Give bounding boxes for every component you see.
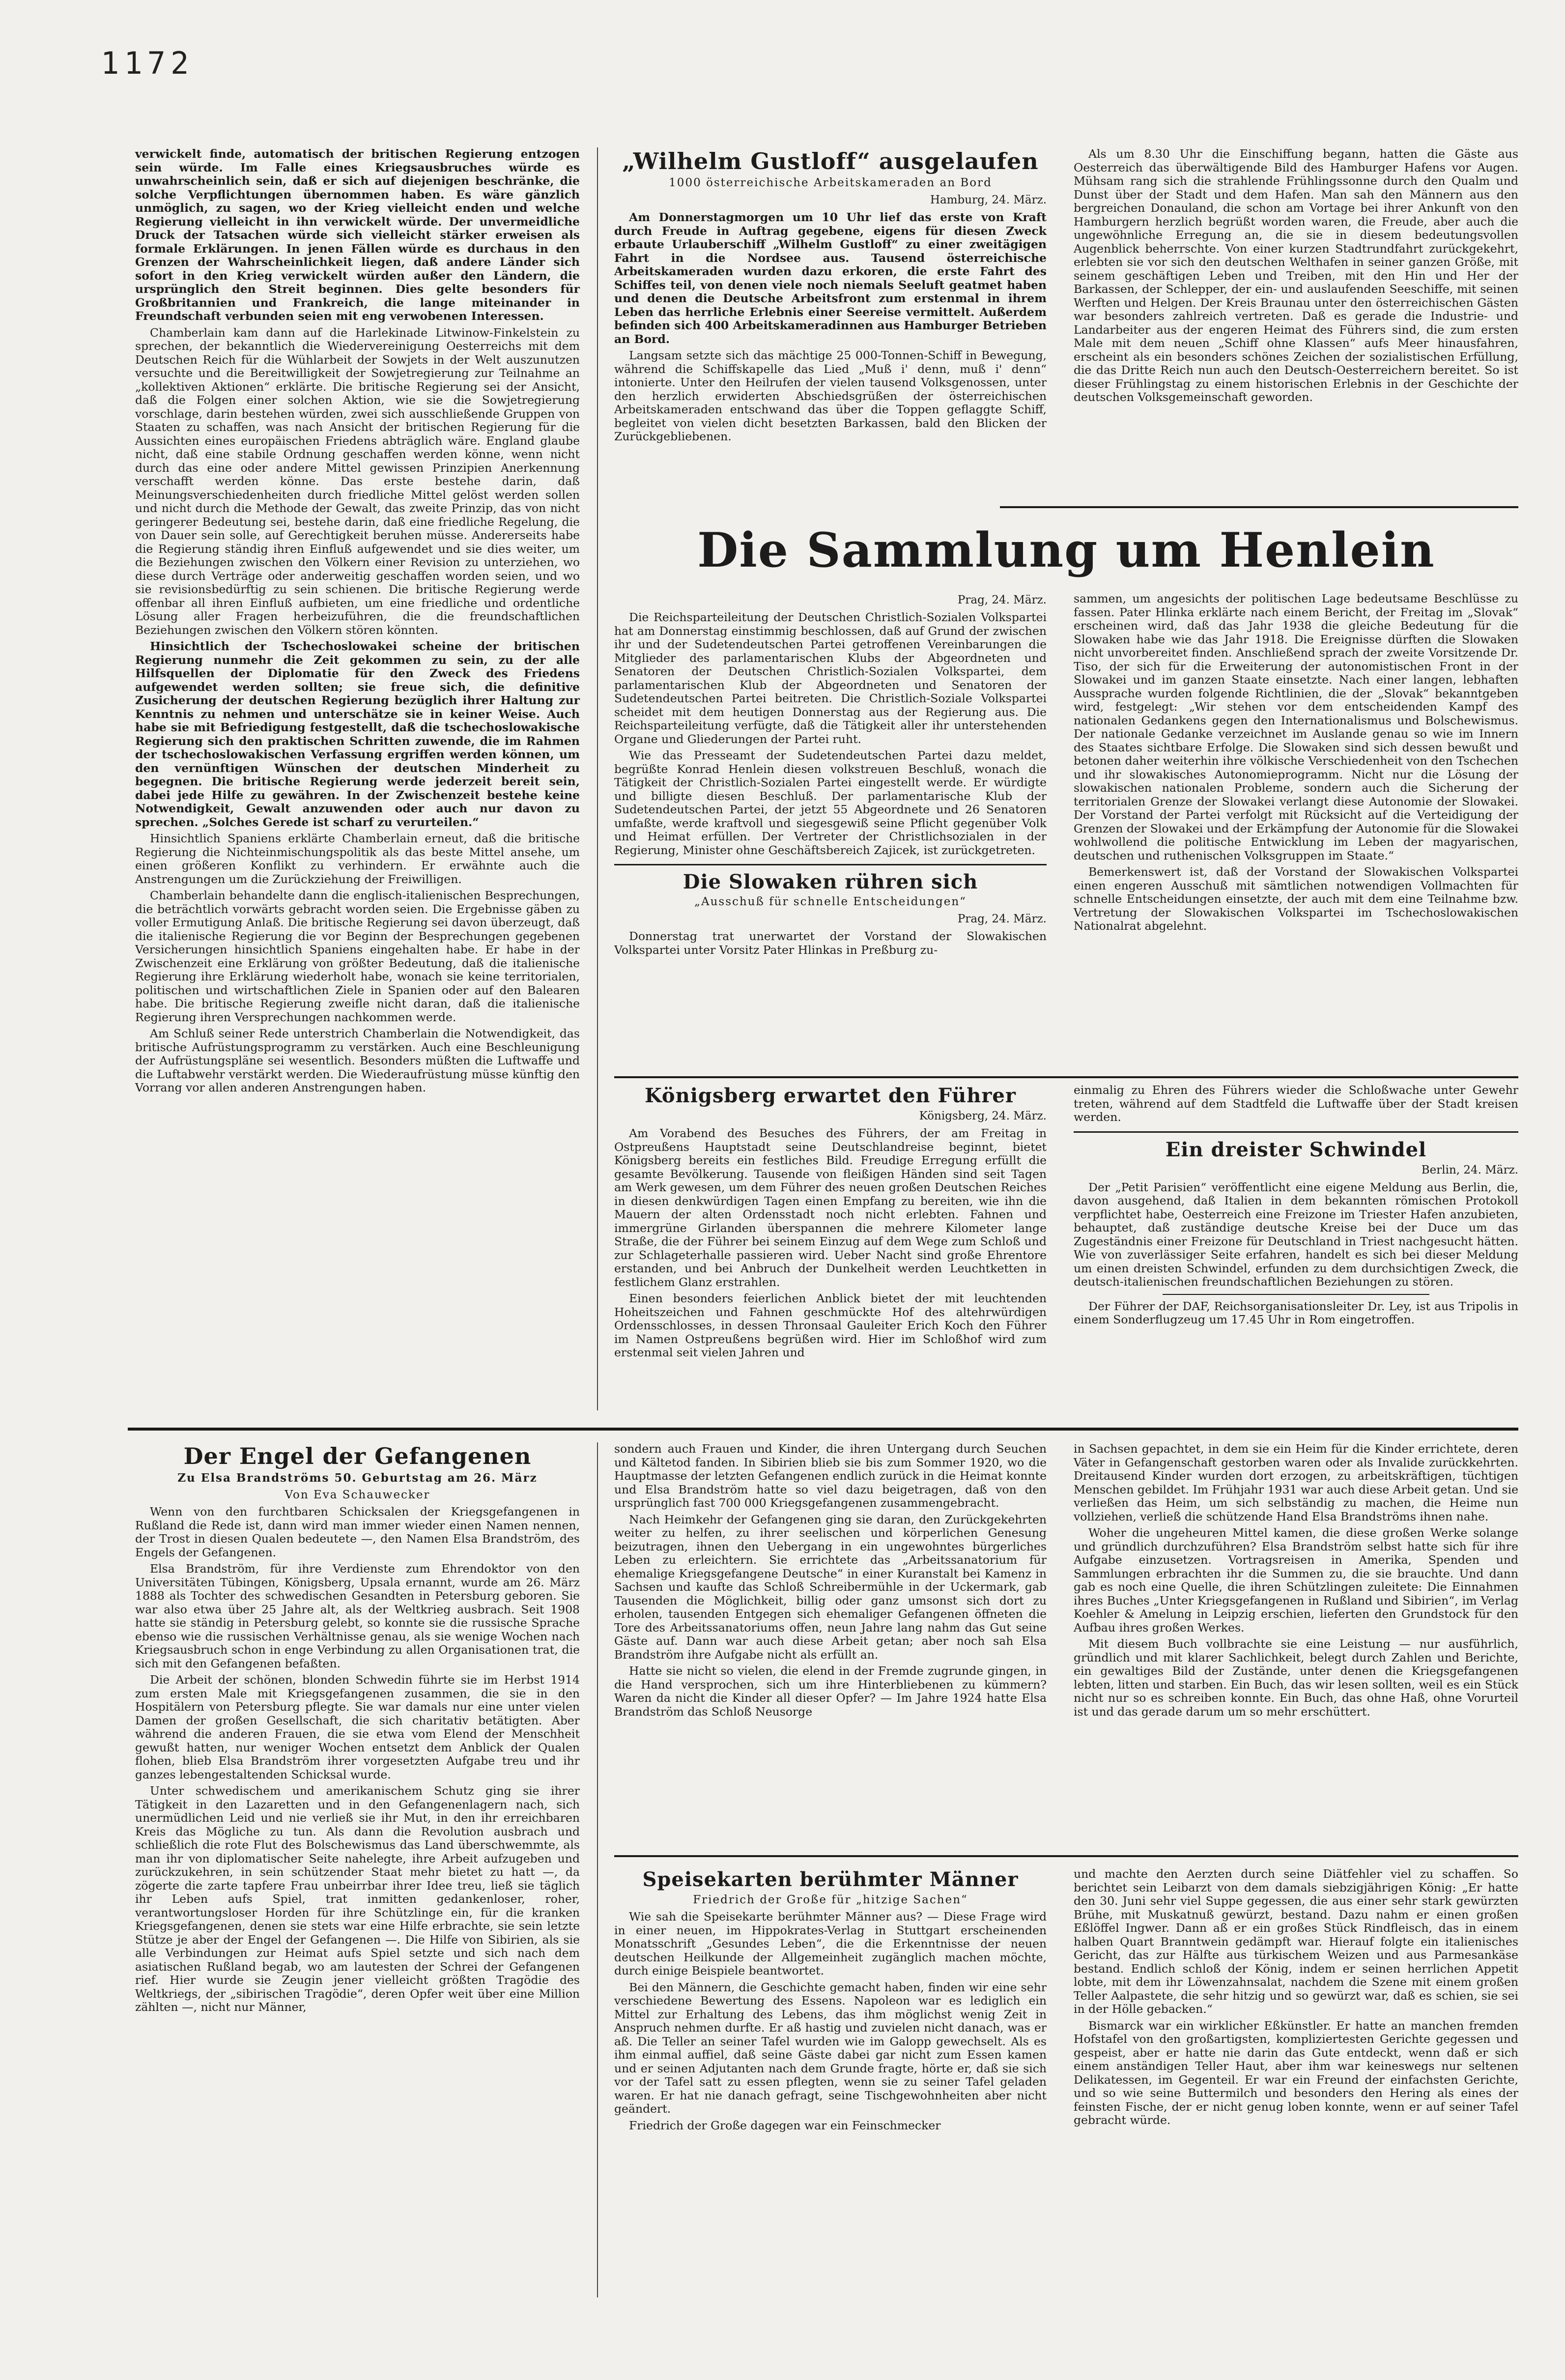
gustloff-dateline: Hamburg, 24. März.: [930, 194, 1047, 206]
paragraph: Der Führer der DAF, Reichsorganisationsleiter Dr. Ley, ist aus Tripolis in einem Sonderflugzeug um 17.45 Uhr in Rom eingetroffen.: [1074, 1299, 1518, 1326]
paragraph: Friedrich der Große dagegen war ein Feinschmecker: [629, 2118, 941, 2132]
section-rule: [1000, 506, 1518, 508]
schwindel-dateline: Berlin, 24. März.: [1421, 1163, 1518, 1176]
engel-article: [135, 1442, 580, 2017]
paragraph: einmalig zu Ehren des Führers wieder die Schloßwache unter Gewehr treten, während auf dem Stadtfeld die Luftwaffe über der Stadt kreisen werden.: [1074, 1083, 1518, 1124]
paragraph: Mit diesem Buch vollbrachte sie eine Leistung — nur ausführlich, gründlich und mit klarer Sachlichkeit, belegt durch Zahlen und Berichte, ein gewaltiges Bild der Zustände, unter denen die Kriegsgefangenen lebten, litten und starben. Ein Buch, das wir lesen sollten, weil es ein Stück nicht nur so es schreiben konnte. Ein Buch, das ohne Haß, ohne Vorurteil ist und das gerade darum um so mehr erschüttert.: [1074, 1637, 1518, 1719]
section-rule: [1074, 1131, 1518, 1133]
gustloff-headline: „Wilhelm Gustloff“ ausgelaufen: [622, 148, 1039, 174]
paragraph: Am Schluß seiner Rede unterstrich Chamberlain die Notwendigkeit, das britische Aufrüstungsprogramm zu verstärken. Auch eine Beschleunigung der Aufrüstungspläne sei wesentlich. Besonders müßten die Luftwaffe und die Luftabwehr verstärkt werden. Die Wiederaufrüstung müsse künftig den Vorrang vor allen anderen Anstrengungen haben.: [135, 1027, 580, 1094]
koenigsberg-article: [614, 1084, 1047, 1363]
henlein-article: [614, 592, 1047, 960]
henlein-headline: Die Sammlung um Henlein: [697, 522, 1435, 578]
paragraph: Wenn von den furchtbaren Schicksalen der Kriegsgefangenen in Rußland die Rede ist, dann wird man immer wieder einen Namen nennen, der Trost in diesen Qualen bedeutete —, den Namen Elsa Brandström, des Engels der Gefangenen.: [135, 1505, 580, 1559]
schwindel-headline: Ein dreister Schwindel: [1165, 1138, 1427, 1161]
paragraph: Die Arbeit der schönen, blonden Schwedin führte sie im Herbst 1914 zum ersten Male mit Kriegsgefangenen zusammen, die sie in den Hospitälern von Petersburg pflegte. Sie war damals nur eine unter vielen Damen der großen Gesellschaft, die sich charitativ betätigten. Aber während die anderen Frauen, die sie etwa vom Elend der Menschheit gewußt hatten, nur weniger Wochen entsetzt dem Anblick der Qualen flohen, blieb Elsa Brandström ihrer vorgesetzten Aufgabe treu und ihr ganzes lebengestaltenden Schicksal wurde.: [135, 1673, 580, 1781]
gustloff-subtitle: 1000 österreichische Arbeitskameraden an Bord: [669, 176, 992, 189]
column-divider: [597, 147, 598, 1410]
paragraph: Donnerstag trat unerwartet der Vorstand der Slowakischen Volkspartei unter Vorsitz Pater Hlinkas in Preßburg zu-: [614, 929, 1047, 957]
paragraph: Langsam setzte sich das mächtige 25 000-Tonnen-Schiff in Bewegung, während die Schiffskapelle das Lied „Muß i' denn, muß i' denn“ intonierte. Unter den Heilrufen der vielen tausend Volksgenossen, unter den herzlich erwiderten Abschiedsgrüßen der österreichischen Arbeitskameraden entschwand das über die Toppen geflaggte Schiff, begleitet von vielen dicht besetzten Barkassen, bald den Blicken der Zurückgebliebenen.: [614, 348, 1047, 443]
gustloff-continuation: [1074, 147, 1518, 407]
paragraph: Bei den Männern, die Geschichte gemacht haben, finden wir eine sehr verschiedene Bewertung des Essens. Napoleon war es lediglich ein Mittel zur Erhaltung des Lebens, das ihm möglichst wenig Zeit in Anspruch nehmen durfte. Er aß hastig und zuvielen nicht danach, was er aß. Die Teller an seiner Tafel wurden wie im Galopp gewechselt. Als es ihm einmal auffiel, daß seine Gäste dabei gar nicht zum Essen kamen und er seinen Adjutanten nach dem Grunde fragte, hörte er, daß sie sich vor der Tafel satt zu essen pflegten, wenn sie zu seiner Tafel geladen waren. Er hat nie danach gefragt, seine Tischgewohnheiten aber nicht geändert.: [614, 1980, 1047, 2116]
henlein-dateline: Prag, 24. März.: [957, 594, 1047, 606]
henlein-continuation: [1074, 592, 1518, 936]
column-divider: [597, 1442, 598, 2297]
paragraph: Hatte sie nicht so vielen, die elend in der Fremde zugrunde gingen, in die Hand versprochen, sich um ihre Hinterbliebenen zu kümmern? Waren da nicht die Kinder all dieser Opfer? — Im Jahre 1924 hatte Elsa Brandström das Schloß Neusorge: [614, 1664, 1047, 1719]
paragraph: Am Donnerstagmorgen um 10 Uhr lief das erste von Kraft durch Freude in Auftrag gegebene, eigens für diesen Zweck erbaute Urlauberschiff „Wilhelm Gustloff“ zu einer zweitägigen Fahrt in die Nordsee aus. Tausend österreichische Arbeitskameraden wurden dazu erkoren, die erste Fahrt des Schiffes teil, von denen viele noch niemals Seeluft geatmet haben und denen die Deutsche Arbeitsfront zum erstenmal in ihrem Leben das herrliche Erlebnis einer Seereise vermittelt. Außerdem befinden sich 400 Arbeitskameradinnen aus Hamburger Betrieben an Bord.: [614, 210, 1047, 346]
paragraph: Unter schwedischem und amerikanischem Schutz ging sie ihrer Tätigkeit in den Lazaretten und in den Gefangenenlagern nach, sich unermüdlichen Leid und nie verließ sie ihr Mut, in den ihr erreichbaren Kreis das Mögliche zu tun. Als dann die Revolution ausbrach und schließlich die rote Flut des Bolschewismus das Land überschwemmte, als man ihr von diplomatischer Seite nahelegte, ihre Arbeit aufzugeben und zurückzukehren, in sein schützender Staat mehr bietet zu hatt —, da zögerte die zarte tapfere Frau unbeirrbar ihrer Idee treu, ließ sie täglich ihr Leben aufs Spiel, trat inmitten gedankenloser, roher, verantwortungsloser Horden für ihre Schützlinge ein, für die kranken Kriegsgefangenen, denen sie stets war eine Hilfe erbrachte, sie sein letzte Stütze je aber der Engel der Gefangenen —. Die Hilfe von Sibirien, als sie alle Verbindungen zur Heimat aufs Spiel setzte und sich nach dem asiatischen Rußland begab, wo am lautesten der Schrei der Gefangenen rief. Hier wurde sie Zeugin jener vielleicht größten Tragödie des Weltkriegs, der „sibirischen Tragödie“, deren Opfer weit über eine Million zählten —, nicht nur Männer,: [135, 1784, 580, 2014]
paragraph: Nach Heimkehr der Gefangenen ging sie daran, den Zurückgekehrten weiter zu helfen, zu ihrer seelischen und körperlichen Genesung beizutragen, ihnen den Uebergang in ein ungewohntes bürgerliches Leben zu erleichtern. Sie errichtete das „Arbeitssanatorium für ehemalige Kriegsgefangene Deutsche“ in einer Kuranstalt bei Kamenz in Sachsen und kaufte das Schloß Schreibermühle in der Uckermark, gab Tausenden die Möglichkeit, billig oder ganz umsonst sich dort zu erholen, tausenden Entgegen sich ehemaliger Gefangenen öffneten die Tore des Arbeitssanatoriums offen, neun Jahre lang nahm das Gut seine Gäste auf. Dann war auch diese Arbeit getan; aber noch sah Elsa Brandström ihre Aufgabe nicht als erfüllt an.: [614, 1512, 1047, 1662]
page-divider: [128, 1428, 1518, 1431]
speise-headline: Speisekarten berühmter Männer: [642, 1868, 1019, 1891]
gustloff-article: [614, 147, 1047, 447]
paragraph: in Sachsen gepachtet, in dem sie ein Heim für die Kinder errichtete, deren Väter in Gefangenschaft gestorben waren oder als Invalide zurückkehrten. Dreitausend Kinder wurden dort erzogen, zu arbeitskräftigen, tüchtigen Menschen gebildet. Im Frühjahr 1931 war auch diese Arbeit getan. Und sie verließen das Heim, um sich selbständig zu machen, die Heime nun vollziehen, verließ die schützende Hand Elsa Brandströms ihnen nahe.: [1074, 1442, 1518, 1523]
paragraph: Wie das Presseamt der Sudetendeutschen Partei dazu meldet, begrüßte Konrad Henlein diesen volkstreuen Beschluß, wonach die Tätigkeit der Christlich-Sozialen Partei eingestellt werde. Er würdigte und billigte diesen Beschluß. Der parlamentarische Klub der Sudetendeutschen Partei, der jetzt 55 Abgeordnete und 26 Senatoren umfaßte, werde kraftvoll und siegesgewiß seine Pflicht gegenüber Volk und Heimat erfüllen. Der Vertreter der Christlichsozialen in der Regierung, Minister ohne Geschäftsbereich Zajicek, ist zurückgetreten.: [614, 748, 1047, 857]
paragraph: Woher die ungeheuren Mittel kamen, die diese großen Werke solange und gründlich durchzuführen? Elsa Brandström selbst hatte sich für ihre Aufgabe einzusetzen. Vortragsreisen in Amerika, Spenden und Sammlungen erbrachten ihr die Summen zu, die sie brauchte. Und dann gab es noch eine Quelle, die ihren Schützlingen zuleitete: Die Einnahmen ihres Buches „Unter Kriegsgefangenen in Rußland und Sibirien“, im Verlag Koehler & Amelung in Leipzig erschien, lieferten den Grundstock für den Aufbau ihres großen Werkes.: [1074, 1526, 1518, 1634]
koenigsberg-dateline: Königsberg, 24. März.: [919, 1110, 1047, 1122]
paragraph: verwickelt finde, automatisch der britischen Regierung entzogen sein würde. Im Falle eines Kriegsausbruches würde es unwahrscheinlich sein, daß er sich auf diejenigen beschränke, die solche Verpflichtungen übernommen haben. Es wäre gänzlich unmöglich, zu sagen, wo der Krieg vielleicht enden und welche Regierung vielleicht in ihn verwickelt würde. Der unvermeidliche Druck der Tatsachen würde sich vielleicht stärker erweisen als formale Erklärungen. In jenen Fällen würde es durchaus in den Grenzen der Wahrscheinlichkeit liegen, daß andere Länder sich sofort in den Krieg verwickelt würden außer den Ländern, die ursprünglich den Streit beginnen. Dies gelte besonders für Großbritannien und Frankreich, die lange miteinander in Freundschaft verbunden seien mit eng verwobenen Interessen.: [135, 147, 580, 323]
paragraph: Bemerkenswert ist, daß der Vorstand der Slowakischen Volkspartei einen engeren Ausschuß mit sämtlichen notwendigen Vollmachten für schnelle Entscheidungen einsetzte, der auch mit dem eine Teilnahme bzw. Vertretung der Slowakischen Volkspartei im Tschechoslowakischen Nationalrat abgelehnt.: [1074, 865, 1518, 933]
section-rule: [614, 1076, 1518, 1078]
engel-continuation-2: [1074, 1442, 1518, 1721]
speise-article: [614, 1867, 1047, 2135]
slowaken-headline: Die Slowaken rühren sich: [683, 870, 978, 893]
slowaken-subtitle: „Ausschuß für schnelle Entscheidungen“: [694, 895, 967, 908]
paragraph: Wie sah die Speisekarte berühmter Männer aus? — Diese Frage wird in einer neuen, im Hippokrates-Verlag in Stuttgart erscheinenden Monatsschrift „Gesundes Leben“, die die Erkenntnisse der neuen deutschen Heilkunde der Allgemeinheit zugänglich machen möchte, durch einige Beispiele beantwortet.: [614, 1910, 1047, 1978]
speise-subtitle: Friedrich der Große für „hitzige Sachen“: [693, 1893, 968, 1906]
paragraph: Als um 8.30 Uhr die Einschiffung begann, hatten die Gäste aus Oesterreich das überwältigende Bild des Hamburger Hafens vor Augen. Mühsam rang sich die strahlende Frühlingssonne durch den Qualm und Dunst über der Stadt und dem Hafen. Man sah den Männern aus den bergreichen Donauland, die schon am Vortage bei ihrer Ankunft von den Hamburgern herzlich begrüßt worden waren, die Freude, aber auch die ungewöhnliche Erregung an, die sie in diesem bedeutungsvollen Augenblick beherrschte. Von einer kurzen Stadtrundfahrt zurückgekehrt, erlebten sie vor sich den deutschen Welthafen in seiner ganzen Größe, mit seinem geschäftigen Leben und Treiben, mit den Hin und Her der Barkassen, der Schlepper, der ein- und auslaufenden Seeschiffe, mit seinen Werften und Helgen. Der Kreis Braunau unter den österreichischen Gästen war besonders zahlreich vertreten. Daß es gerade die Industrie- und Landarbeiter aus der engeren Heimat des Führers sind, die zum ersten Male mit dem neuen „Schiff ohne Klassen“ aufs Meer hinausfahren, erscheint als ein besonders schönes Zeichen der sozialistischen Erfüllung, die das Dritte Reich nun auch den Deutsch-Oesterreichern bereitet. So ist dieser Frühlingstag zu einem historischen Erlebnis in der Geschichte der deutschen Volksgemeinschaft geworden.: [1074, 147, 1518, 404]
paragraph: sammen, um angesichts der politischen Lage bedeutsame Beschlüsse zu fassen. Pater Hlinka erklärte nach einem Bericht, der Freitag im „Slovak“ erscheinen wird, daß das Jahr 1938 die gleiche Bedeutung für die Slowaken habe wie das Jahr 1918. Die Ereignisse dürften die Slowaken nicht unvorbereitet finden. Anschließend sprach der zweite Vorsitzende Dr. Tiso, der sich für die Erweiterung der autonomistischen Front in der Slowakei und im ganzen Staate einsetzte. Nach einer langen, lebhaften Aussprache wurden folgende Richtlinien, die der „Slovak“ bekanntgeben wird, festgelegt: „Wir stehen vor dem entscheidenden Kampf des nationalen Gedankens gegen den Internationalismus und Bolschewismus. Der nationale Gedanke verzeichnet im Auslande genau so wie im Innern des Staates sichtbare Erfolge. Die Slowaken sind sich dessen bewußt und betonen daher weiterhin ihre völkische Verschiedenheit von den Tschechen und ihr slowakisches Autonomieprogramm. Nicht nur die Lösung der slowakischen nationalen Probleme, sondern auch die Sicherung der territorialen Grenze der Slowakei verlangt diese Autonomie der Slowakei. Der Vorstand der Partei verfolgt mit Rücksicht auf die Verteidigung der Grenzen der Slowakei und der Erkämpfung der Autonomie für die Slowakei wohlwollend die politische Entwicklung im Leben der magyarischen, deutschen und ruthenischen Volksgruppen im Staate.“: [1074, 592, 1518, 862]
paragraph: und machte den Aerzten durch seine Diätfehler viel zu schaffen. So berichtet sein Leibarzt von dem damals siebzigjährigen König: „Er hatte den 30. Juni sehr viel Suppe gegessen, die aus einer sehr stark gewürzten Brühe, mit Muskatnuß gewürzt, bestand. Dazu nahm er einen großen Eßlöffel Ingwer. Dann aß er ein großes Stück Rindfleisch, das in einem halben Quart Branntwein gedämpft war. Hierauf folgte ein italienisches Gericht, das zur Hälfte aus türkischem Weizen und aus Parmesankäse bestand. Endlich schloß der König, indem er seinen herrlichen Appetit lobte, mit dem ihr Löwenzahnsalat, nachdem die Szene mit einem großen Teller Aalpastete, die sehr hitzig und so gewürzt war, daß es schien, sie sei in der Hölle gebacken.“: [1074, 1867, 1518, 2016]
paragraph: Hinsichtlich der Tschechoslowakei scheine der britischen Regierung nunmehr die Zeit gekommen zu sein, zu der alle Hilfsquellen der Diplomatie für den Zweck des Friedens aufgewendet werden sollten; sie freue sich, die definitive Zusicherung der deutschen Regierung bezüglich ihrer Haltung zur Kenntnis zu nehmen und unterschätze sie in keiner Weise. Auch habe sie mit Befriedigung festgestellt, daß die tschechoslowakische Regierung sich den praktischen Schritten zuwende, die im Rahmen der tschechoslowakischen Verfassung ergriffen werden können, um den vernünftigen Wünschen der deutschen Minderheit zu begegnen. Die britische Regierung werde jederzeit bereit sein, dabei jede Hilfe zu gewähren. In der Zwischenzeit bestehe keine Notwendigkeit, Gewalt anzuwenden oder auch nur davon zu sprechen. „Solches Gerede ist scharf zu verurteilen.“: [135, 639, 580, 829]
speise-continuation: [1074, 1867, 1518, 2130]
paragraph: Chamberlain kam dann auf die Harlekinade Litwinow-Finkelstein zu sprechen, der bekanntlich die Wiedervereinigung Oesterreichs mit dem Deutschen Reich für die Wühlarbeit der Sowjets in der Welt auszunutzen versuchte und die Bereitwilligkeit der Sowjetregierung zur Teilnahme an „kollektiven Aktionen“ erklärte. Die britische Regierung sei der Ansicht, daß die Folgen einer solchen Aktion, wie sie die Sowjetregierung vorschlage, darin bestehen würden, zwei sich ausschließende Gruppen von Staaten zu schaffen, was nach Ansicht der britischen Regierung für die Aussichten eines europäischen Friedens abträglich wäre. England glaube nicht, daß eine stabile Ordnung geschaffen werden könne, wenn nicht durch das eine oder andere Mittel gewissen Prinzipien Anerkennung verschafft werden könne. Das erste bestehe darin, daß Meinungsverschiedenheiten durch friedliche Mittel gelöst werden sollen und nicht durch die Methode der Gewalt, das zweite Prinzip, das von nicht geringerer Bedeutung sei, bestehe darin, daß eine friedliche Regelung, die von Dauer sein solle, auf Gerechtigkeit beruhen müsse. Andererseits habe die Regierung ständig ihren Einfluß aufgewendet und sie dies weiter, um die Beziehungen zwischen den Völkern einer Revision zu unterziehen, wo diese durch Verträge oder anderweitig geschaffen worden seien, und wo sie revisionsbedürftig zu sein schienen. Die britische Regierung werde offenbar all ihren Einfluß aufbieten, um eine friedliche und ordentliche Lösung aller Fragen herbeizuführen, die die freundschaftlichen Beziehungen zwischen den Völkern stören könnten.: [135, 325, 580, 637]
engel-subtitle: Zu Elsa Brandströms 50. Geburtstag am 26. März: [177, 1471, 538, 1485]
paragraph: sondern auch Frauen und Kinder, die ihren Untergang durch Seuchen und Kältetod fanden. In Sibirien blieb sie bis zum Sommer 1920, wo die Hauptmasse der letzten Gefangenen endlich zurück in die Heimat konnte und Elsa Brandström hatte so viel dazu beigetragen, daß von den ursprünglich fast 700 000 Kriegsgefangenen zusammengebracht.: [614, 1442, 1047, 1510]
paragraph: Der „Petit Parisien“ veröffentlicht eine eigene Meldung aus Berlin, die, davon ausgehend, daß Italien in dem bekannten römischen Protokoll verpflichtet habe, Oesterreich eine Freizone im Triester Hafen anzubieten, behauptet, daß zuständige deutsche Kreise bei der Duce um das Zugeständnis einer Freizone für Deutschland in Triest nachgesucht hätten. Wie von zuverlässiger Seite erfahren, handelt es sich bei dieser Meldung um einen dreisten Schwindel, erfunden zu dem durchsichtigen Zweck, die deutsch-italienischen freundschaftlichen Beziehungen zu stören.: [1074, 1180, 1518, 1289]
paragraph: Elsa Brandström, für ihre Verdienste zum Ehrendoktor von den Universitäten Tübingen, Königsberg, Upsala ernannt, wurde am 26. März 1888 als Tochter des schwedischen Gesandten in Petersburg geboren. Sie war also etwa über 25 Jahre alt, als der Weltkrieg ausbrach. Seit 1908 hatte sie ständig in Petersburg gelebt, so konnte sie die russische Sprache ebenso wie die russischen Verhältnisse genau, als sie wenige Wochen nach Kriegsausbruch schon in enge Verbindung zu allen Organisationen trat, die sich mit den Gefangenen befaßten.: [135, 1562, 580, 1670]
paragraph: Bismarck war ein wirklicher Eßkünstler. Er hatte an manchen fremden Hofstafel von den großartigsten, kompliziertesten Gerichte gegessen und gespeist, aber er hatte nie darin das Gute entdeckt, wenn daß er sich einem anständigen Teller Haut, aber ihm war keineswegs nur seltenen Delikatessen, im Gegenteil. Er war ein Freund der einfachsten Gerichte, und so wie seine Buttermilch und besonders den Hering als eines der feinsten Fische, der er nicht genug loben konnte, wenn er auf seiner Tafel gebracht würde.: [1074, 2018, 1518, 2127]
section-rule: [1163, 1294, 1429, 1295]
section-rule: [614, 1855, 1518, 1857]
chamberlain-column: [135, 147, 580, 1098]
page-number: 1172: [101, 45, 194, 81]
paragraph: Chamberlain behandelte dann die englisch-italienischen Besprechungen, die beträchtlich vorwärts gebracht worden seien. Die Ergebnisse gäben zu voller Ermutigung Anlaß. Die britische Regierung sei davon überzeugt, daß die italienische Regierung die vor Beginn der Besprechungen gegebenen Versicherungen hinsichtlich Spaniens eingehalten habe. Er habe in der Zwischenzeit eine Erklärung von größter Bedeutung, daß die italienische Regierung ihre Erklärung wiederholt habe, wonach sie keine territorialen, politischen und wirtschaftlichen Ziele in Spanien oder auf den Balearen habe. Die britische Regierung zweifle nicht daran, daß die italienische Regierung ihren Versprechungen nachkommen werde.: [135, 889, 580, 1024]
section-rule: [614, 864, 1047, 865]
engel-author: Von Eva Schauwecker: [285, 1489, 430, 1501]
koenigsberg-headline: Königsberg erwartet den Führer: [645, 1084, 1016, 1107]
engel-continuation: [614, 1442, 1047, 1721]
paragraph: Am Vorabend des Besuches des Führers, der am Freitag in Ostpreußens Hauptstadt seine Deutschlandreise beginnt, bietet Königsberg bereits ein festliches Bild. Freudige Erregung erfüllt die gesamte Bevölkerung. Tausende von fleißigen Händen sind seit Tagen am Werk gewesen, um dem Führer des neuen großen Deutschen Reiches in diesen denkwürdigen Tagen einen Empfang zu bereiten, wie ihn die Mauern der alten Ordensstadt noch nicht erlebten. Fahnen und immergrüne Girlanden überspannen die mehrere Kilometer lange Straße, die der Führer bei seinem Einzug auf dem Wege zum Schloß und zur Schlageterhalle passieren wird. Ueber Nacht sind große Ehrentore erstanden, und bei Anbruch der Dunkelheit werden Leuchtketten in festlichem Glanz erstrahlen.: [614, 1126, 1047, 1289]
koenigsberg-continuation: [1074, 1084, 1518, 1330]
paragraph: Hinsichtlich Spaniens erklärte Chamberlain erneut, daß die britische Regierung die Nichteinmischungspolitik als das beste Mittel ansehe, um einen größeren Konflikt zu verhindern. Er erwähnte auch die Anstrengungen um die Zurückziehung der Freiwilligen.: [135, 832, 580, 886]
paragraph: Die Reichsparteileitung der Deutschen Christlich-Sozialen Volkspartei hat am Donnerstag einstimmig beschlossen, daß auf Grund der zwischen ihr und der Sudetendeutschen Partei getroffenen Vereinbarungen die Mitglieder des parlamentarischen Klubs der Abgeordneten und Senatoren der Deutschen Christlich-Sozialen Volkspartei, dem parlamentarischen Klub der Abgeordneten und Senatoren der Sudetendeutschen Partei beitreten. Die Christlich-Soziale Volkspartei scheidet mit dem heutigen Donnerstag aus der Regierung aus. Die Reichsparteileitung verfügte, daß die Tätigkeit aller ihr unterstehenden Organe und Gliederungen der Partei ruht.: [614, 610, 1047, 746]
engel-headline: Der Engel der Gefangenen: [183, 1443, 532, 1469]
slowaken-dateline: Prag, 24. März.: [957, 913, 1047, 925]
paragraph: Einen besonders feierlichen Anblick bietet der mit leuchtenden Hoheitszeichen und Fahnen geschmückte Hof des altehrwürdigen Ordensschlosses, in dessen Thronsaal Gauleiter Erich Koch den Führer im Namen Ostpreußens begrüßen wird. Hier im Schloßhof wird zum erstenmal seit vielen Jahren und: [614, 1291, 1047, 1359]
